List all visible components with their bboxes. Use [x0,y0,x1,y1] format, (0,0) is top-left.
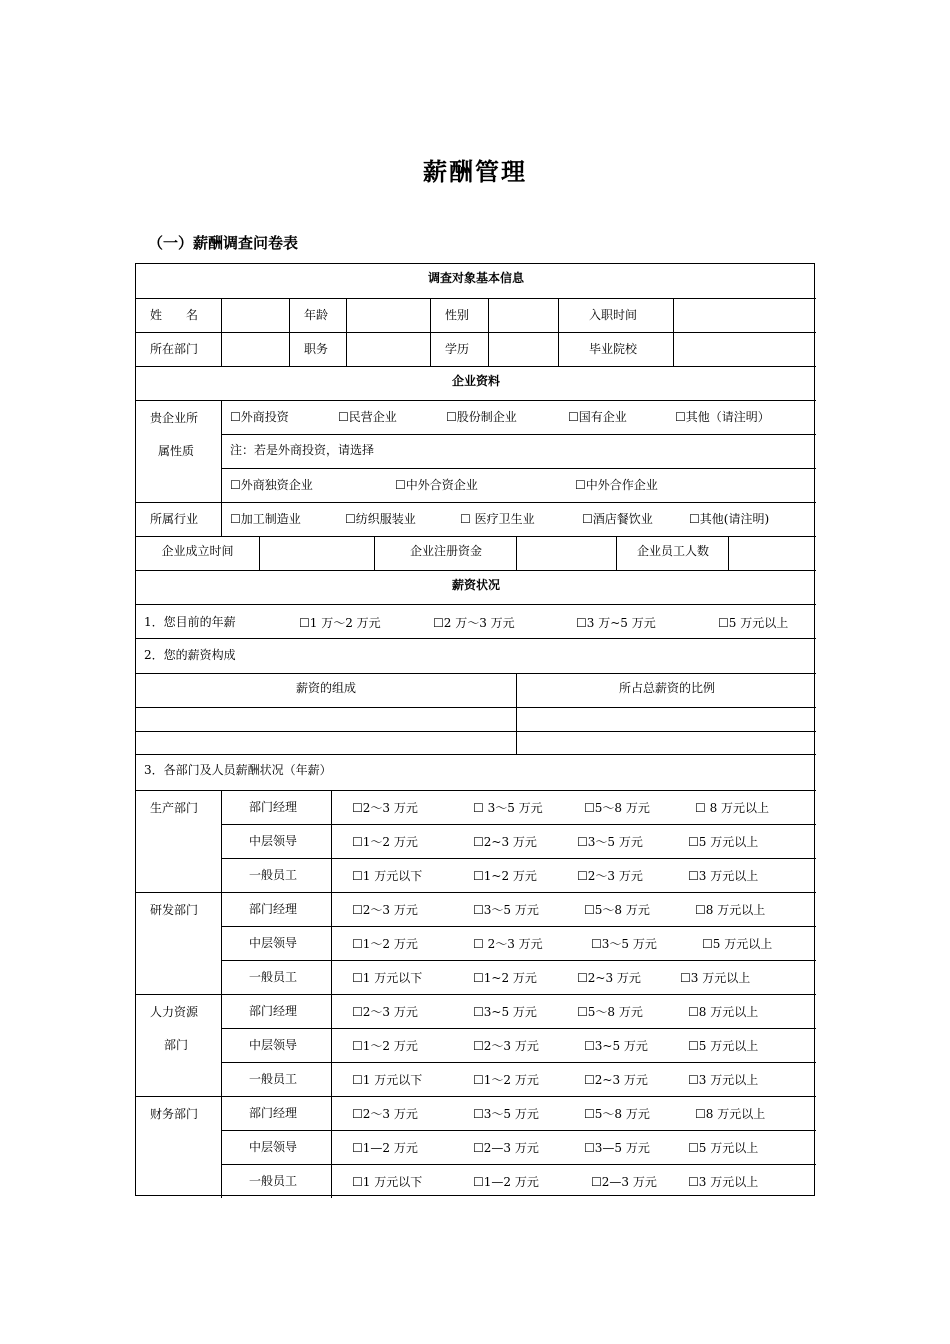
salary-range-checkbox[interactable]: ☐3~5 万元 [584,1039,648,1053]
company-nature-label [136,400,221,502]
salary-range-checkbox[interactable]: ☐2～3 万元 [352,903,418,917]
salary-options-row [331,994,816,1028]
salary-range-checkbox[interactable]: ☐ 8 万元以上 [695,801,770,815]
department-name: 研发部门 [150,903,199,917]
role-cell [221,1028,331,1062]
ratio-input-cell[interactable] [516,731,816,754]
salary-options-row [331,926,816,960]
founded-label [136,536,259,570]
role-label: 部门经理 [249,1106,298,1120]
ratio-col-header [516,673,816,707]
role-cell [221,858,331,892]
foreign-option-checkbox[interactable]: ☐中外合作企业 [575,478,658,492]
school-label-text: 毕业院校 [589,342,638,356]
nature-label-line2: 属性质 [158,444,195,458]
composition-col-title: 薪资的组成 [295,681,356,695]
company-info-header [136,366,816,400]
industry-label-text: 所属行业 [150,512,199,526]
annual-salary-option[interactable]: ☐5 万元以上 [718,616,789,630]
salary-range-checkbox[interactable]: ☐5～8 万元 [584,903,650,917]
salary-range-checkbox[interactable]: ☐3 万元以上 [680,971,751,985]
department-name-line2: 部门 [164,1038,189,1052]
nature-option-checkbox[interactable]: ☐外商投资 [230,410,289,424]
salary-range-checkbox[interactable]: ☐1~2 万元 [473,971,537,985]
education-field[interactable] [488,332,558,366]
salary-range-checkbox[interactable]: ☐1 万元以下 [352,869,423,883]
question-3-text: 3．各部门及人员薪酬状况（年薪） [144,763,332,777]
ratio-col-title: 所占总薪资的比例 [618,681,715,695]
salary-range-checkbox[interactable]: ☐2~3 万元 [577,971,641,985]
gender-label [430,298,488,332]
founded-label-text: 企业成立时间 [161,544,234,558]
employees-label [616,536,728,570]
salary-range-checkbox[interactable]: ☐5 万元以上 [702,937,773,951]
capital-field[interactable] [516,536,616,570]
annual-salary-option[interactable]: ☐3 万~5 万元 [576,616,656,630]
salary-range-checkbox[interactable]: ☐ 3～5 万元 [473,801,543,815]
name-label [136,298,221,332]
salary-range-checkbox[interactable]: ☐2～3 万元 [352,801,418,815]
salary-range-checkbox[interactable]: ☐8 万元以上 [695,903,766,917]
composition-input-cell[interactable] [136,707,516,731]
school-field[interactable] [673,332,816,366]
role-label: 部门经理 [249,902,298,916]
role-label: 中层领导 [249,936,298,950]
salary-range-checkbox[interactable]: ☐5 万元以上 [688,1141,759,1155]
salary-range-checkbox[interactable]: ☐5～8 万元 [584,801,650,815]
age-label [289,298,346,332]
question-2-row [136,638,816,673]
salary-options-row [331,790,816,824]
industry-option-checkbox[interactable]: ☐其他(请注明) [689,512,770,526]
salary-range-checkbox[interactable]: ☐1～2 万元 [352,937,418,951]
salary-options-row [331,1062,816,1096]
question-2-text: 2．您的薪资构成 [144,648,236,662]
role-label: 一般员工 [249,1072,298,1086]
salary-range-checkbox[interactable]: ☐5 万元以上 [688,835,759,849]
department-name-cell [136,790,221,892]
salary-range-checkbox[interactable]: ☐8 万元以上 [688,1005,759,1019]
annual-salary-option[interactable]: ☐2 万～3 万元 [433,616,515,630]
salary-range-checkbox[interactable]: ☐2~3 万元 [473,835,537,849]
hire-date-label-text: 入职时间 [589,308,638,322]
salary-range-checkbox[interactable]: ☐3～5 万元 [591,937,657,951]
salary-range-checkbox[interactable]: ☐3 万元以上 [688,1073,759,1087]
position-field[interactable] [346,332,430,366]
capital-label-text: 企业注册资金 [409,544,482,558]
salary-range-checkbox[interactable]: ☐2~3 万元 [584,1073,648,1087]
page-title: 薪酬管理 [423,157,527,186]
department-name-cell [136,1096,221,1198]
survey-form [135,263,815,1196]
salary-options-row [331,1130,816,1164]
salary-range-checkbox[interactable]: ☐3～5 万元 [577,835,643,849]
salary-range-checkbox[interactable]: ☐1~2 万元 [473,869,537,883]
basic-info-title: 调查对象基本信息 [427,271,524,285]
salary-range-checkbox[interactable]: ☐8 万元以上 [695,1107,766,1121]
nature-options-row [221,400,816,434]
department-name-cell [136,994,221,1096]
question-3-row [136,754,816,790]
nature-option-checkbox[interactable]: ☐国有企业 [568,410,627,424]
role-cell [221,1096,331,1130]
role-cell [221,824,331,858]
salary-range-checkbox[interactable]: ☐1—2 万元 [473,1175,539,1189]
salary-range-checkbox[interactable]: ☐1～2 万元 [473,1073,539,1087]
salary-range-checkbox[interactable]: ☐5 万元以上 [688,1039,759,1053]
salary-range-checkbox[interactable]: ☐5～8 万元 [584,1107,650,1121]
age-field[interactable] [346,298,430,332]
salary-range-checkbox[interactable]: ☐3 万元以上 [688,869,759,883]
salary-options-row [331,960,816,994]
industry-option-checkbox[interactable]: ☐纺织服装业 [345,512,416,526]
question-1-text: 1．您目前的年薪 [144,615,236,629]
salary-range-checkbox[interactable]: ☐1 万元以下 [352,1175,423,1189]
salary-range-checkbox[interactable]: ☐3 万元以上 [688,1175,759,1189]
role-cell [221,892,331,926]
annual-salary-option[interactable]: ☐1 万～2 万元 [299,616,381,630]
foreign-option-checkbox[interactable]: ☐外商独资企业 [230,478,313,492]
education-label-text: 学历 [445,342,470,356]
hire-date-field[interactable] [673,298,816,332]
foreign-options-row [221,468,816,502]
salary-options-row [331,1164,816,1198]
salary-range-checkbox[interactable]: ☐2～3 万元 [352,1005,418,1019]
composition-input-cell[interactable] [136,731,516,754]
salary-range-checkbox[interactable]: ☐2～3 万元 [473,1039,539,1053]
department-label [136,332,221,366]
education-label [430,332,488,366]
role-cell [221,994,331,1028]
salary-range-checkbox[interactable]: ☐3～5 万元 [473,1107,539,1121]
role-label: 中层领导 [249,1038,298,1052]
salary-range-checkbox[interactable]: ☐1 万元以下 [352,1073,423,1087]
role-label: 部门经理 [249,1004,298,1018]
role-cell [221,1164,331,1198]
composition-col-header [136,673,516,707]
industry-options-row [221,502,816,536]
role-cell [221,926,331,960]
gender-field[interactable] [488,298,558,332]
age-label-text: 年龄 [304,308,329,322]
salary-header [136,570,816,604]
role-label: 中层领导 [249,834,298,848]
salary-options-row [331,1028,816,1062]
foreign-note-row [221,434,816,468]
role-label: 一般员工 [249,1174,298,1188]
salary-range-checkbox[interactable]: ☐2～3 万元 [352,1107,418,1121]
salary-range-checkbox[interactable]: ☐1～2 万元 [352,835,418,849]
salary-options-row [331,1096,816,1130]
salary-title: 薪资状况 [451,578,500,592]
salary-options-row [331,824,816,858]
nature-label-line1: 贵企业所 [150,411,199,425]
question-1-row [136,604,816,638]
name-field[interactable] [221,298,289,332]
hire-date-label [558,298,673,332]
role-cell [221,790,331,824]
role-label: 一般员工 [249,868,298,882]
salary-range-checkbox[interactable]: ☐2～3 万元 [577,869,643,883]
department-label-text: 所在部门 [150,342,199,356]
role-cell [221,1130,331,1164]
salary-range-checkbox[interactable]: ☐3~5 万元 [473,1005,537,1019]
school-label [558,332,673,366]
role-cell [221,960,331,994]
salary-options-row [331,858,816,892]
industry-option-checkbox[interactable]: ☐酒店餐饮业 [582,512,653,526]
department-name: 财务部门 [150,1107,199,1121]
basic-info-header [136,264,816,298]
salary-range-checkbox[interactable]: ☐1～2 万元 [352,1039,418,1053]
salary-range-checkbox[interactable]: ☐3—5 万元 [584,1141,650,1155]
role-label: 一般员工 [249,970,298,984]
department-field[interactable] [221,332,289,366]
nature-option-checkbox[interactable]: ☐民营企业 [338,410,397,424]
department-name: 生产部门 [150,801,199,815]
role-label: 中层领导 [249,1140,298,1154]
industry-option-checkbox[interactable]: ☐加工制造业 [230,512,301,526]
salary-options-row [331,892,816,926]
salary-range-checkbox[interactable]: ☐5～8 万元 [577,1005,643,1019]
company-info-title: 企业资料 [451,374,500,388]
position-label-text: 职务 [304,342,329,356]
salary-range-checkbox[interactable]: ☐2—3 万元 [473,1141,539,1155]
department-name-cell [136,892,221,994]
name-label-text: 姓 名 [150,308,199,322]
position-label [289,332,346,366]
role-label: 部门经理 [249,800,298,814]
salary-range-checkbox[interactable]: ☐1 万元以下 [352,971,423,985]
employees-field[interactable] [728,536,816,570]
department-name: 人力资源 [150,1005,199,1019]
salary-range-checkbox[interactable]: ☐1—2 万元 [352,1141,418,1155]
employees-label-text: 企业员工人数 [636,544,709,558]
salary-range-checkbox[interactable]: ☐2—3 万元 [591,1175,657,1189]
founded-field[interactable] [259,536,374,570]
gender-label-text: 性别 [445,308,470,322]
ratio-input-cell[interactable] [516,707,816,731]
nature-option-checkbox[interactable]: ☐其他（请注明） [675,410,770,424]
industry-option-checkbox[interactable]: ☐ 医疗卫生业 [460,512,535,526]
nature-option-checkbox[interactable]: ☐股份制企业 [446,410,517,424]
foreign-option-checkbox[interactable]: ☐中外合资企业 [395,478,478,492]
salary-range-checkbox[interactable]: ☐ 2～3 万元 [473,937,543,951]
foreign-investment-note: 注：若是外商投资，请选择 [230,443,375,457]
capital-label [374,536,516,570]
section-subtitle: （一）薪酬调查问卷表 [148,234,299,252]
salary-range-checkbox[interactable]: ☐3～5 万元 [473,903,539,917]
industry-label [136,502,221,536]
role-cell [221,1062,331,1096]
